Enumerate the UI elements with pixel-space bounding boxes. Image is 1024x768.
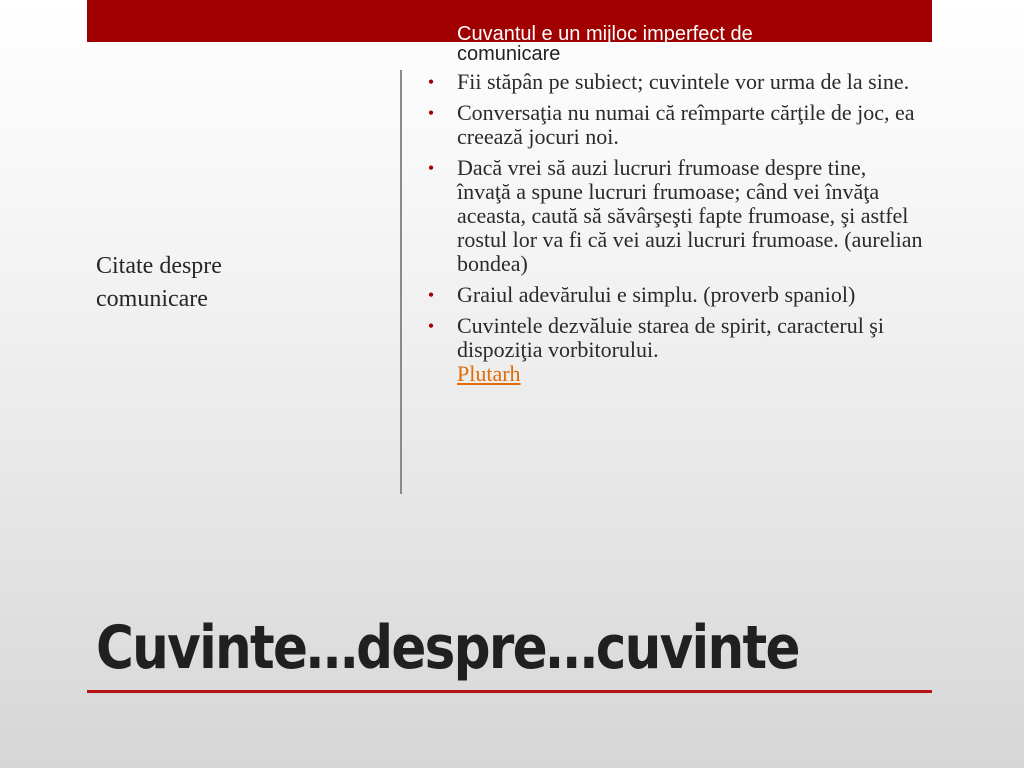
lead-quote-line2: comunicare — [457, 43, 561, 65]
lead-quote-line1: Cuvantul e un mijloc imperfect de — [457, 23, 753, 45]
vertical-divider — [400, 70, 402, 494]
quote-text: Cuvintele dezvăluie starea de spirit, caracterul şi dispoziţia vorbitorului. — [457, 313, 884, 362]
quote-item — [424, 314, 924, 386]
title-underline — [87, 690, 932, 693]
quote-item — [424, 283, 924, 307]
quote-panel — [424, 24, 924, 393]
quote-text: Conversaţia nu numai că reîmparte cărţile de joc, ea creează jocuri noi. — [457, 100, 915, 149]
quote-text: Fii stăpân pe subiect; cuvintele vor urma de la sine. — [457, 69, 910, 94]
slide-title: Cuvinte…despre…cuvinte — [96, 613, 799, 683]
bullet-icon: • — [427, 103, 435, 123]
section-label-line2: comunicare — [96, 286, 208, 312]
quote-text: Dacă vrei să auzi lucruri frumoase despre tine, învaţă a spune lucruri frumoase; când vei învăţa aceasta, caută să săvârşeşti fapte frumoase, şi astfel rostul lor va fi că vei auzi lucruri frumoase. (aurelian bondea) — [457, 155, 923, 276]
quote-item — [424, 101, 924, 149]
quote-text: Graiul adevărului e simplu. (proverb spaniol) — [457, 282, 856, 307]
bullet-icon: • — [427, 285, 435, 305]
section-label-line1: Citate despre — [96, 253, 222, 279]
bullet-icon: • — [427, 158, 435, 178]
bullet-icon: • — [427, 72, 435, 92]
section-label — [96, 250, 296, 316]
quote-list — [424, 70, 924, 386]
lead-quote — [457, 24, 924, 64]
bullet-icon: • — [427, 316, 435, 336]
quote-item — [424, 156, 924, 276]
author-link-plutarh[interactable]: Plutarh — [457, 361, 521, 386]
quote-item — [424, 70, 924, 94]
